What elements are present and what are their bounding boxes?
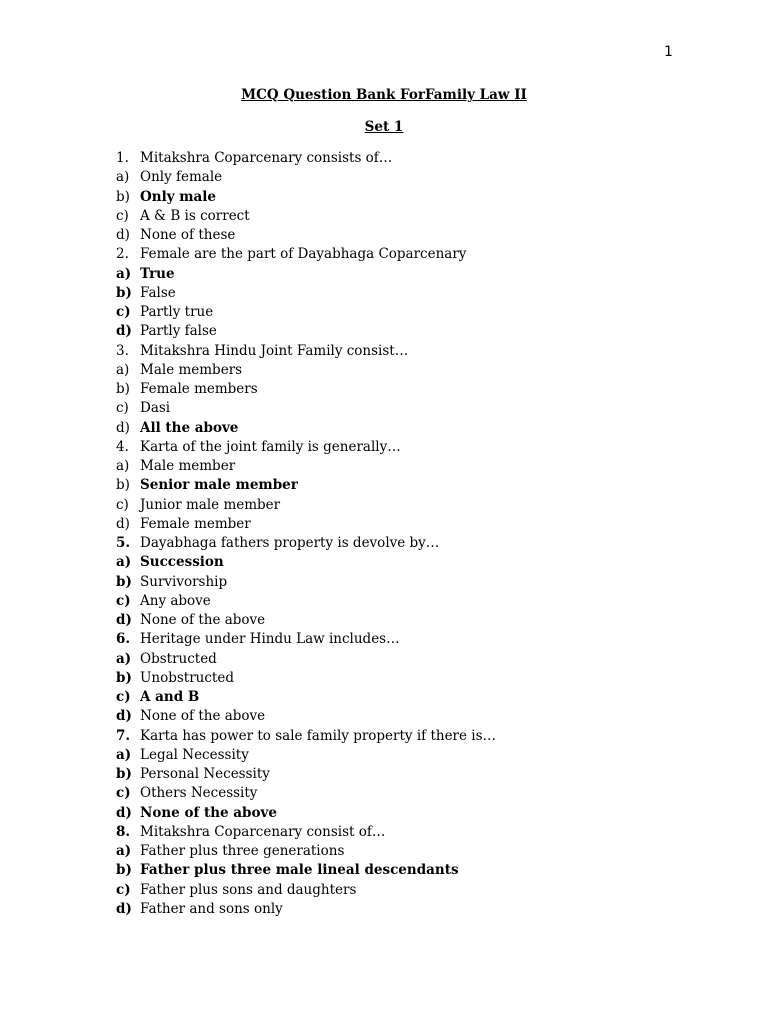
option-text: Personal Necessity bbox=[140, 766, 270, 782]
set-heading: Set 1 bbox=[364, 119, 404, 135]
option-marker: c) bbox=[116, 400, 129, 417]
option-marker: c) bbox=[116, 304, 131, 320]
option-marker: c) bbox=[116, 496, 129, 513]
option-text: False bbox=[140, 284, 176, 301]
correct-answer-text: Father plus three male lineal descendants bbox=[140, 862, 459, 879]
option-marker: a) bbox=[116, 361, 130, 378]
option-marker: a) bbox=[116, 169, 130, 186]
option-line bbox=[116, 650, 716, 669]
option-text: Father and sons only bbox=[140, 900, 283, 917]
option-line bbox=[116, 168, 716, 187]
question-number: 7. bbox=[116, 727, 131, 744]
option-line bbox=[116, 611, 716, 630]
option-marker: d) bbox=[116, 804, 132, 821]
option-marker: d) bbox=[116, 900, 132, 917]
option-text: Father plus sons and daughters bbox=[140, 881, 357, 898]
option-line bbox=[116, 707, 716, 726]
question-text: Karta has power to sale family property if there is… bbox=[140, 727, 497, 744]
option-line bbox=[116, 592, 716, 611]
option-text: Female members bbox=[140, 381, 258, 397]
option-line bbox=[116, 881, 716, 900]
question-list bbox=[116, 149, 716, 919]
option-line bbox=[116, 188, 716, 207]
question-text: Dayabhaga fathers property is devolve by… bbox=[140, 535, 440, 551]
question-number: 8. bbox=[116, 823, 131, 840]
option-marker: a) bbox=[116, 554, 132, 571]
option-marker: a) bbox=[116, 265, 132, 282]
question-number: 2. bbox=[116, 246, 129, 263]
option-text: Any above bbox=[140, 592, 211, 609]
option-line bbox=[116, 361, 716, 380]
option-line bbox=[116, 380, 716, 399]
question-line bbox=[116, 149, 716, 168]
option-marker: d) bbox=[116, 227, 130, 243]
question-text: Mitakshra Hindu Joint Family consist… bbox=[140, 342, 409, 359]
option-marker: c) bbox=[116, 592, 131, 609]
question-line bbox=[116, 534, 716, 553]
option-line bbox=[116, 496, 716, 515]
option-text: Others Necessity bbox=[140, 785, 258, 802]
option-text: None of these bbox=[140, 227, 236, 243]
option-line bbox=[116, 804, 716, 823]
option-marker: b) bbox=[116, 188, 130, 205]
option-marker: c) bbox=[116, 881, 131, 898]
option-line bbox=[116, 900, 716, 919]
question-line bbox=[116, 823, 716, 842]
option-text: Male member bbox=[140, 458, 236, 474]
question-text: Female are the part of Dayabhaga Coparcenary bbox=[140, 246, 467, 263]
correct-answer-text: A and B bbox=[140, 689, 200, 705]
correct-answer-text: Only male bbox=[140, 188, 216, 205]
option-marker: b) bbox=[116, 381, 130, 397]
question-line bbox=[116, 630, 716, 649]
correct-answer-text: All the above bbox=[140, 419, 239, 436]
question-number: 5. bbox=[116, 535, 131, 551]
option-line bbox=[116, 669, 716, 688]
option-line bbox=[116, 399, 716, 418]
option-line bbox=[116, 688, 716, 707]
question-number: 1. bbox=[116, 150, 129, 166]
option-marker: d) bbox=[116, 419, 130, 436]
option-text: Unobstructed bbox=[140, 669, 234, 686]
option-marker: b) bbox=[116, 669, 132, 686]
option-line bbox=[116, 476, 716, 495]
option-line bbox=[116, 207, 716, 226]
option-marker: b) bbox=[116, 477, 130, 494]
option-marker: b) bbox=[116, 766, 132, 782]
option-line bbox=[116, 842, 716, 861]
option-line bbox=[116, 284, 716, 303]
page-number: 1 bbox=[664, 44, 673, 60]
option-line bbox=[116, 457, 716, 476]
question-text: Karta of the joint family is generally… bbox=[140, 438, 401, 455]
question-text: Heritage under Hindu Law includes… bbox=[140, 631, 400, 648]
option-line bbox=[116, 784, 716, 803]
option-text: Partly false bbox=[140, 323, 217, 340]
option-marker: c) bbox=[116, 207, 129, 224]
question-number: 4. bbox=[116, 438, 129, 455]
option-marker: b) bbox=[116, 284, 132, 301]
option-marker: a) bbox=[116, 746, 132, 763]
option-line bbox=[116, 573, 716, 592]
question-line bbox=[116, 342, 716, 361]
option-text: Junior male member bbox=[140, 496, 281, 513]
option-text: Only female bbox=[140, 169, 223, 186]
option-marker: a) bbox=[116, 650, 132, 667]
correct-answer-text: True bbox=[140, 265, 175, 282]
option-line bbox=[116, 226, 716, 245]
option-marker: a) bbox=[116, 458, 130, 474]
option-line bbox=[116, 765, 716, 784]
option-line bbox=[116, 419, 716, 438]
option-line bbox=[116, 861, 716, 880]
option-line bbox=[116, 265, 716, 284]
question-line bbox=[116, 245, 716, 264]
option-line bbox=[116, 322, 716, 341]
option-marker: d) bbox=[116, 612, 132, 628]
correct-answer-text: None of the above bbox=[140, 804, 277, 821]
correct-answer-text: Succession bbox=[140, 554, 224, 571]
option-text: Survivorship bbox=[140, 573, 228, 590]
option-marker: b) bbox=[116, 862, 132, 879]
option-text: Female member bbox=[140, 515, 251, 532]
option-text: None of the above bbox=[140, 708, 266, 725]
option-text: Father plus three generations bbox=[140, 843, 345, 859]
option-marker: d) bbox=[116, 323, 132, 340]
question-number: 3. bbox=[116, 342, 129, 359]
correct-answer-text: Senior male member bbox=[140, 477, 298, 494]
option-marker: c) bbox=[116, 689, 131, 705]
option-text: Partly true bbox=[140, 304, 214, 320]
option-line bbox=[116, 303, 716, 322]
option-text: Legal Necessity bbox=[140, 746, 249, 763]
option-text: A & B is correct bbox=[140, 207, 250, 224]
option-marker: c) bbox=[116, 785, 131, 802]
question-number: 6. bbox=[116, 631, 131, 648]
question-text: Mitakshra Coparcenary consist of… bbox=[140, 823, 386, 840]
option-text: Male members bbox=[140, 361, 243, 378]
option-marker: a) bbox=[116, 843, 132, 859]
option-text: None of the above bbox=[140, 612, 266, 628]
question-line bbox=[116, 727, 716, 746]
option-marker: d) bbox=[116, 708, 132, 725]
document-title: MCQ Question Bank ForFamily Law II bbox=[241, 87, 527, 103]
option-text: Obstructed bbox=[140, 650, 217, 667]
question-line bbox=[116, 438, 716, 457]
option-line bbox=[116, 553, 716, 572]
option-line bbox=[116, 515, 716, 534]
option-marker: d) bbox=[116, 515, 130, 532]
question-text: Mitakshra Coparcenary consists of… bbox=[140, 150, 393, 166]
option-text: Dasi bbox=[140, 400, 171, 417]
option-marker: b) bbox=[116, 573, 132, 590]
option-line bbox=[116, 746, 716, 765]
